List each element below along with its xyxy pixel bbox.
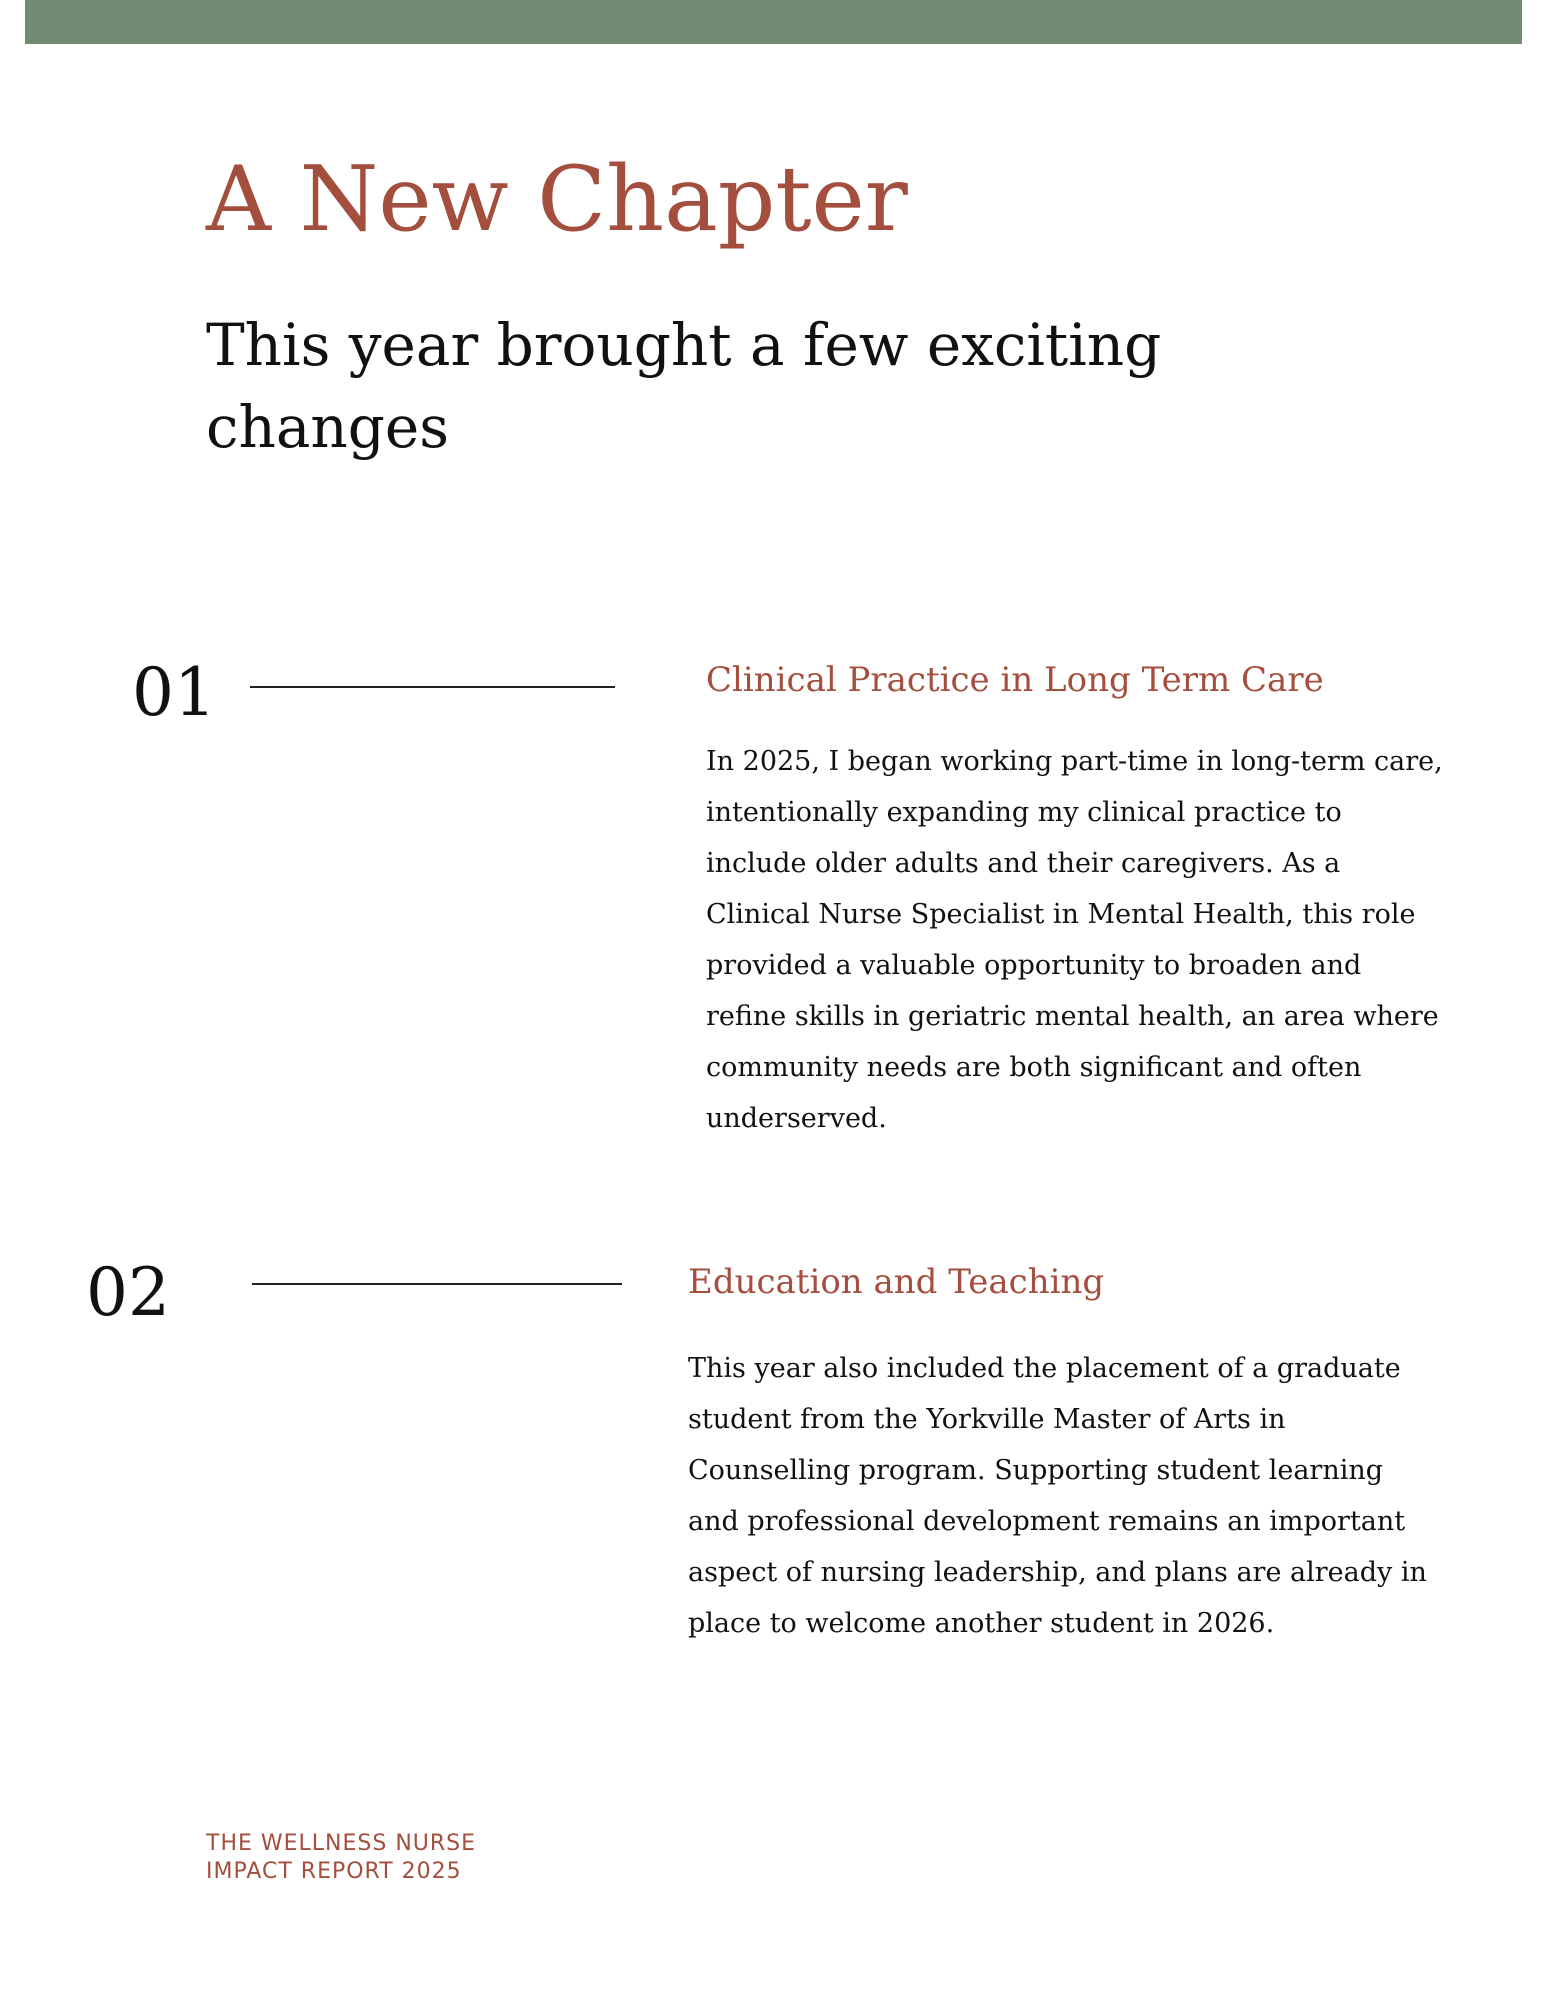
section-body: In 2025, I began working part-time in long-term care, intentionally expanding my clinical practice to include older adults and their caregivers. As a Clinical Nurse Specialist in Mental Health, this role provided a valuable opportunity to broaden and refine skills in geriatric mental health, an area where community needs are both significant and often underserved. xyxy=(706,746,1443,1134)
section-number: 02 xyxy=(86,1254,170,1331)
footer-line: IMPACT REPORT 2025 xyxy=(206,1859,462,1884)
page-subtitle: This year brought a few exciting changes xyxy=(206,311,1162,461)
section-divider xyxy=(250,686,615,688)
section-heading: Education and Teaching xyxy=(688,1262,1105,1302)
page-title: A New Chapter xyxy=(206,147,908,252)
footer xyxy=(206,1830,476,1886)
section-divider xyxy=(252,1283,622,1285)
section-number: 01 xyxy=(132,654,216,731)
footer-line: THE WELLNESS NURSE xyxy=(206,1831,477,1856)
section-heading: Clinical Practice in Long Term Care xyxy=(706,660,1324,700)
top-accent-bar xyxy=(25,0,1522,44)
section-body: This year also included the placement of a graduate student from the Yorkville Master of Arts in Counselling program. Supporting student learning and professional development remains an important aspect of nursing leadership, and plans are already in place to welcome another student in 2026. xyxy=(688,1353,1427,1639)
